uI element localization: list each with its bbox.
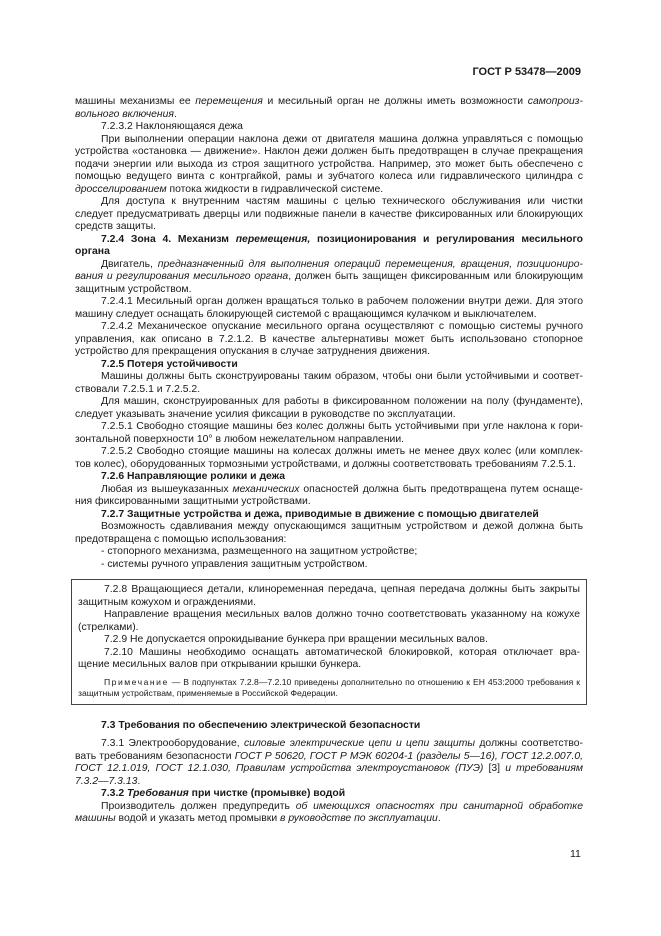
paragraph: 7.2.4.2 Механическое опускание месильного органа осуществляют с помощью системы ручного управления, как описано в 7.2.1.2. В качестве альтернативы может быть использовано стопорное устройство для прекращения опускания в случае затруднения движения. <box>75 321 583 357</box>
text-italic: предназначенный для выполнения операций перемещения, вращения, позициониро-вания и регулирования месильного органа <box>75 258 583 282</box>
text: при чистке (промывке) водой <box>188 788 346 799</box>
section-heading: 7.2.7 Защитные устройства и дежа, приводимые в движение с помощью двигателей <box>101 508 539 520</box>
note <box>78 677 580 699</box>
paragraph: 7.2.10 Машины необходимо оснащать автоматической блокировкой, которая отключает вра-щение месильных валов при открывании крышки бункера. <box>78 646 580 670</box>
text-italic: перемещения, <box>235 233 311 245</box>
text-italic: механических <box>232 483 300 495</box>
section-heading <box>75 234 583 259</box>
paragraph: 7.2.5.1 Свободно стоящие машины без колес должны быть устойчивыми при угле наклона к гори-зонтальной поверхности 10° в любом нежелательном направлении. <box>75 421 583 445</box>
paragraph <box>75 134 583 197</box>
text: и месильный орган не должны иметь возможности <box>262 96 528 107</box>
text: 7.3.1 Электрооборудование, <box>101 738 244 749</box>
paragraph: 7.2.5.2 Свободно стоящие машины на колесах должны иметь не менее двух колес (или комплек-тов колес), оборудованных тормозными устройствами, и должны соответствовать требованиям 7.2.5.1. <box>75 446 583 470</box>
text-italic: и требованиям 7.3.2—7.3.13 <box>75 763 584 787</box>
section-heading: 7.3 Требования по обеспечению электрической безопасности <box>101 719 421 731</box>
paragraph: Направление вращения месильных валов должно точно соответствовать указанному на кожухе (стрелками). <box>78 609 580 633</box>
paragraph: Возможность сдавливания между опускающимся защитным устройством и дежой должна быть предотвращена с помощью использования: <box>75 521 583 545</box>
paragraph: Для машин, сконструированных для работы в фиксированном положении на полу (фундаменте), следует указывать значение усилия фиксации в руководстве по эксплуатации. <box>75 396 583 420</box>
paragraph <box>75 96 583 121</box>
paragraph: 7.2.9 Не допускается опрокидывание бункера при вращении месильных валов. <box>104 634 488 645</box>
text-italic: перемещения <box>195 96 263 107</box>
page-number: 11 <box>570 848 581 860</box>
text-italic: силовые электрические цепи и цепи защиты <box>243 738 476 749</box>
framed-addition-box <box>71 579 587 705</box>
text: . <box>137 775 141 787</box>
text-italic: Требования <box>127 788 189 799</box>
text: Производитель должен предупредить <box>101 800 296 812</box>
paragraph: Машины должны быть сконструированы таким образом, чтобы они были устойчивыми и соответ-ствовали 7.2.5.1 и 7.2.5.2. <box>75 371 583 395</box>
text-italic: ГОСТ Р 50620, ГОСТ Р МЭК 60204-1 (разделы 5—16), ГОСТ 12.2.007.0, ГОСТ 12.1.019, ГОСТ 12.1.030, Правилам устройства электроустановок (ПУЭ) <box>75 750 583 774</box>
text: 7.2.4 Зона 4. Механизм <box>101 233 236 245</box>
text: Любая из вышеуказанных <box>101 483 233 495</box>
paragraph <box>75 738 583 788</box>
text-italic: самопроиз-вольного включения <box>75 96 583 120</box>
text: позиционирования и регулирования месильного органа <box>75 233 583 257</box>
text: должны соответство-вать требованиям безопасности <box>75 738 583 762</box>
text-italic: дросселированием <box>75 183 167 195</box>
text: . <box>173 108 177 120</box>
note-label: Примечание <box>104 676 169 687</box>
section-heading: 7.2.5 Потеря устойчивости <box>101 358 238 370</box>
text: [3] <box>483 763 506 774</box>
document-body <box>75 96 583 826</box>
text: опасностей должна быть предотвращена путем оснаще-ния фиксированными защитными устройствами. <box>75 483 583 507</box>
paragraph: Для доступа к внутренним частям машины с целью технического обслуживания или чистки следует предусматривать дверцы или подвижные панели в качестве фиксированных или блокирующих средств защиты. <box>75 196 583 232</box>
paragraph: 7.2.4.1 Месильный орган должен вращаться только в рабочем положении внутри дежи. Для этого машину следует оснащать блокирующей системой с вращающимся кулачком и выключателем. <box>75 296 583 320</box>
paragraph <box>75 801 583 826</box>
text: потока жидкости в гидравлической системе. <box>166 183 384 195</box>
list-item: - системы ручного управления защитным устройством. <box>101 558 368 570</box>
text: Двигатель, <box>101 258 158 270</box>
note-text: — В подпунктах 7.2.8—7.2.10 приведены дополнительно по отношению к ЕН 453:2000 требования к защитным устройствам, применяемые в Российской Федерации. <box>78 676 581 698</box>
paragraph: 7.2.8 Вращающиеся детали, клиноременная передача, цепная передача должны быть закрыты защитным кожухом и ограждениями. <box>78 584 580 608</box>
text: 7.3.2 <box>101 788 127 799</box>
text: , должен быть защищен фиксированным или блокирующим защитным устройством. <box>75 271 583 295</box>
text-italic: об имеющихся опасностях при санитарной обработке машины <box>75 800 583 824</box>
subsection-heading: 7.2.3.2 Наклоняющаяся дежа <box>101 121 243 132</box>
text-italic: в руководстве по эксплуатации <box>280 813 438 824</box>
document-header: ГОСТ Р 53478—2009 <box>472 66 581 78</box>
text: . <box>437 813 441 824</box>
list-item: - стопорного механизма, размещенного на защитном устройстве; <box>101 546 418 557</box>
paragraph <box>75 484 583 509</box>
text: машины механизмы ее <box>75 96 196 107</box>
section-heading: 7.2.6 Направляющие ролики и дежа <box>101 471 285 482</box>
text: При выполнении операции наклона дежи от двигателя машина должна управляться с помощью устройства «остановка — движение». Наклон дежи должен быть предотвращен в случае прекращения подачи энергии или выхода из строя защитного устройства. Например, это может быть обеспечено с помощью ведущего винта с контргайкой, рамы и зубчатого колеса или гидравлического цилиндра с <box>75 133 583 182</box>
paragraph <box>75 259 583 297</box>
text: водой и указать метод промывки <box>115 813 281 824</box>
section-heading <box>75 788 583 801</box>
